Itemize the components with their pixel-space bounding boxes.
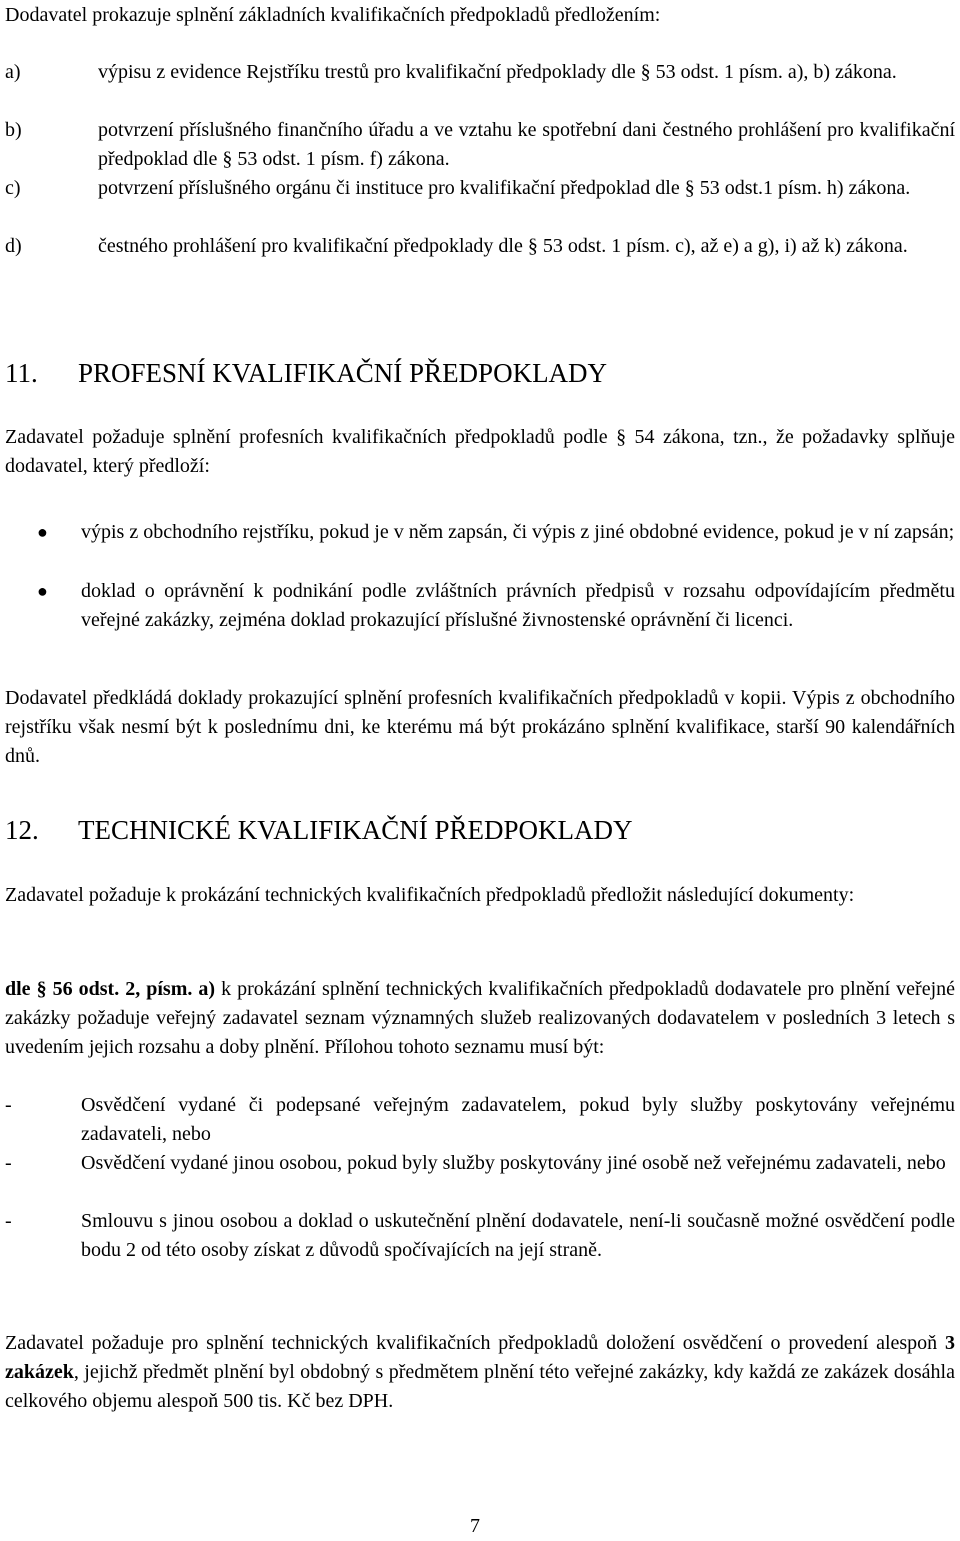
bullet-icon: ●: [37, 522, 48, 542]
list-item-a: [5, 58, 955, 116]
list-text: potvrzení příslušného finančního úřadu a ve vztahu ke spotřební dani čestného prohlášení pro kvalifikační předpoklad dle § 53 odst. 1 písm. f) zákona.: [98, 119, 955, 170]
list-item-b: [5, 116, 955, 174]
section-title: TECHNICKÉ KVALIFIKAČNÍ PŘEDPOKLADY: [78, 815, 633, 845]
list-item-d: [5, 232, 955, 290]
final-text-a: Zadavatel požaduje pro splnění technických kvalifikačních předpokladů doložení osvědčení o provedení alespoň: [5, 1332, 945, 1354]
section-12-intro: Zadavatel požaduje k prokázání technických kvalifikačních předpokladů předložit následující dokumenty:: [5, 884, 855, 906]
dash-text: Osvědčení vydané či podepsané veřejným zadavatelem, pokud byly služby poskytovány veřejnému zadavateli, nebo: [81, 1094, 955, 1145]
dash-marker: -: [5, 1094, 12, 1116]
list-item-c: [5, 174, 955, 232]
list-text: výpisu z evidence Rejstříku trestů pro kvalifikační předpoklady dle § 53 odst. 1 písm. a), b) zákona.: [98, 61, 897, 83]
section-11-intro: Zadavatel požaduje splnění profesních kvalifikačních předpokladů podle § 54 zákona, tzn., že požadavky splňuje dodavatel, který předloží:: [5, 426, 955, 477]
dash-marker: -: [5, 1210, 12, 1232]
section-12-final: [5, 1329, 955, 1416]
list-label: c): [5, 177, 21, 199]
bullet-icon: ●: [37, 581, 48, 601]
list-label: a): [5, 61, 21, 83]
section-11-closing: Dodavatel předkládá doklady prokazující splnění profesních kvalifikačních předpokladů v kopii. Výpis z obchodního rejstříku však nesmí být k poslednímu dni, ke kterému má být prokázáno splnění kvalifikace, starší 90 kalendářních dnů.: [5, 687, 955, 767]
page-number: 7: [470, 1515, 480, 1537]
bullet-text: výpis z obchodního rejstříku, pokud je v něm zapsán, či výpis z jiné obdobné evidence, pokud je v ní zapsán;: [81, 521, 955, 543]
dash-marker: -: [5, 1152, 12, 1174]
section-number: 11.: [5, 358, 38, 388]
dash-text: Osvědčení vydané jinou osobou, pokud byly služby poskytovány jiné osobě než veřejnému zadavateli, nebo: [81, 1152, 946, 1174]
section-11-heading: [5, 356, 607, 390]
legal-reference: dle § 56 odst. 2, písm. a): [5, 978, 216, 1000]
section-title: PROFESNÍ KVALIFIKAČNÍ PŘEDPOKLADY: [78, 358, 608, 388]
list-label: d): [5, 235, 22, 257]
section-12-heading: [5, 813, 633, 847]
dash-item: [5, 1207, 955, 1294]
dash-text: Smlouvu s jinou osobou a doklad o uskutečnění plnění dodavatele, není-li současně možné osvědčení podle bodu 2 od této osoby získat z důvodů spočívajících na její straně.: [81, 1210, 955, 1261]
dash-item: [5, 1091, 955, 1149]
dash-item: [5, 1149, 955, 1207]
paragraph-text: k prokázání splnění technických kvalifikačních předpokladů dodavatele pro plnění veřejné zakázky požaduje veřejný zadavatel seznam významných služeb realizovaných dodavatelem v posledních 3 letech s uvedením jejich rozsahu a doby plnění. Přílohou tohoto seznamu musí být:: [5, 978, 955, 1058]
final-bold: 3 zakázek: [5, 1332, 955, 1383]
list-text: čestného prohlášení pro kvalifikační předpoklady dle § 53 odst. 1 písm. c), až e) a g), i) až k) zákona.: [98, 235, 908, 257]
bullet-text: doklad o oprávnění k podnikání podle zvláštních právních předpisů v rozsahu odpovídajícím předmětu veřejné zakázky, zejména doklad prokazující příslušné živnostenské oprávnění či licenci.: [81, 580, 955, 631]
bullet-item: [5, 518, 955, 576]
final-text-b: , jejichž předmět plnění byl obdobný s předmětem plnění této veřejné zakázky, kdy každá ze zakázek dosáhla celkového objemu alespoň 500 tis. Kč bez DPH.: [5, 1361, 955, 1412]
bullet-item: [5, 577, 955, 664]
intro-paragraph: Dodavatel prokazuje splnění základních kvalifikačních předpokladů předložením:: [5, 4, 661, 26]
list-label: b): [5, 119, 22, 141]
section-12-paragraph: [5, 975, 955, 1062]
section-number: 12.: [5, 815, 39, 845]
list-text: potvrzení příslušného orgánu či instituce pro kvalifikační předpoklad dle § 53 odst.1 písm. h) zákona.: [98, 177, 911, 199]
